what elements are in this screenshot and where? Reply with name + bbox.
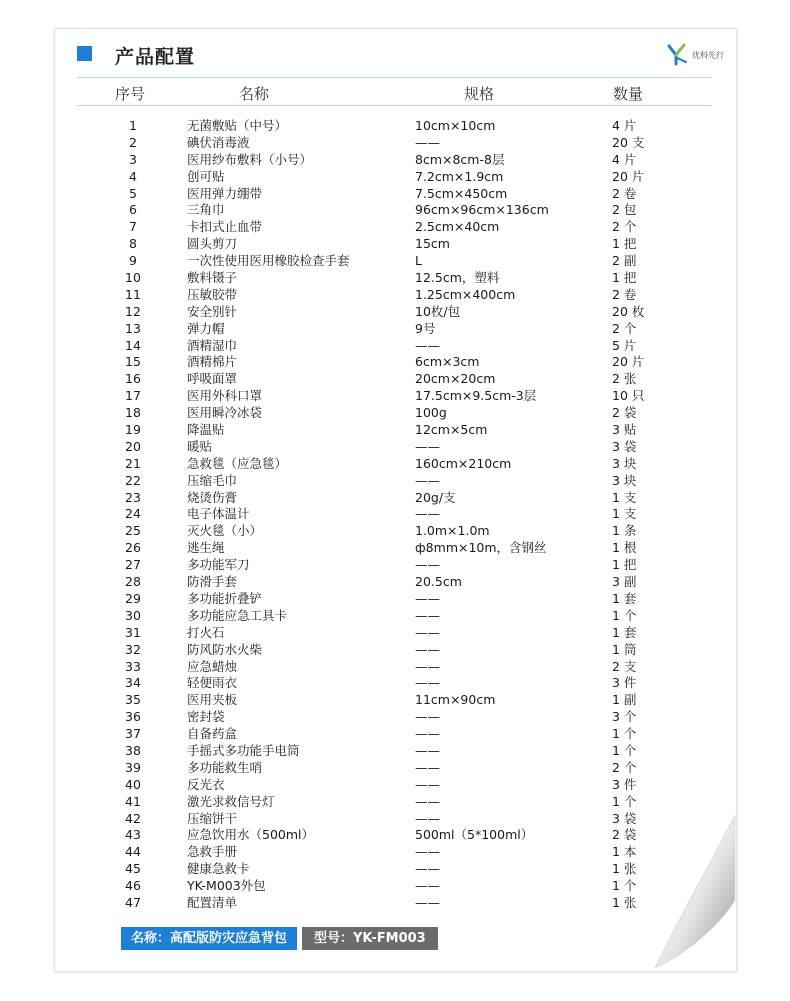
- table-row: [55, 169, 736, 186]
- brand-logo: [667, 43, 724, 67]
- item-spec: 2.5cm×40cm: [415, 219, 500, 235]
- row-number: 46: [125, 878, 141, 894]
- header: [55, 29, 736, 79]
- row-number: 19: [125, 422, 141, 438]
- item-qty: 1 个: [612, 793, 637, 809]
- row-number: 39: [125, 759, 141, 775]
- table-row: [55, 709, 736, 726]
- item-spec: ——: [415, 759, 440, 775]
- item-name: 安全别针: [187, 303, 238, 319]
- row-number: 12: [125, 303, 141, 319]
- item-spec: 11cm×90cm: [415, 692, 496, 708]
- row-number: 17: [125, 388, 141, 404]
- item-name: 打火石: [187, 624, 225, 640]
- item-spec: 7.5cm×450cm: [415, 185, 508, 201]
- table-row: [55, 118, 736, 135]
- table-row: [55, 895, 736, 912]
- table-row: [55, 473, 736, 490]
- row-number: 1: [129, 118, 137, 133]
- item-qty: 10 只: [612, 388, 645, 404]
- item-spec: 8cm×8cm-8层: [415, 151, 505, 167]
- item-qty: 3 件: [612, 675, 637, 691]
- table-row: [55, 523, 736, 540]
- table-row: [55, 692, 736, 709]
- item-spec: 10枚/包: [415, 303, 461, 319]
- row-number: 32: [125, 641, 141, 657]
- config-table: [55, 118, 736, 912]
- item-spec: 100g: [415, 405, 447, 421]
- item-spec: 12cm×5cm: [415, 422, 488, 438]
- item-name: 配置清单: [187, 894, 238, 910]
- row-number: 24: [125, 506, 141, 522]
- item-spec: ——: [415, 337, 440, 353]
- table-row: [55, 456, 736, 473]
- item-name: 圆头剪刀: [187, 236, 238, 252]
- item-spec: 7.2cm×1.9cm: [415, 168, 504, 184]
- column-header-divider: [77, 105, 711, 106]
- item-spec: 20.5cm: [415, 574, 462, 590]
- item-name: 轻便雨衣: [187, 675, 238, 691]
- product-name-badge: 名称：高配版防灾应急背包: [121, 927, 297, 950]
- table-row: [55, 625, 736, 642]
- item-spec: ——: [415, 844, 440, 860]
- item-name: 密封袋: [187, 709, 225, 725]
- row-number: 34: [125, 675, 141, 691]
- row-number: 2: [129, 134, 137, 150]
- item-name: 酒精棉片: [187, 354, 238, 370]
- item-name: 呼吸面罩: [187, 371, 238, 387]
- row-number: 27: [125, 557, 141, 573]
- item-name: 一次性使用医用橡胶检查手套: [187, 253, 350, 269]
- item-spec: ——: [415, 641, 440, 657]
- table-row: [55, 354, 736, 371]
- item-qty: 3 袋: [612, 810, 637, 826]
- item-spec: ——: [415, 861, 440, 877]
- item-spec: L: [415, 253, 422, 269]
- item-qty: 1 副: [612, 692, 637, 708]
- item-name: 急救毯（应急毯）: [187, 455, 288, 471]
- table-row: [55, 439, 736, 456]
- table-row: [55, 861, 736, 878]
- model-badge: 型号：YK-FM003: [302, 927, 438, 950]
- item-spec: ——: [415, 878, 440, 894]
- item-name: 压敏胶带: [187, 286, 238, 302]
- row-number: 36: [125, 709, 141, 725]
- row-number: 31: [125, 624, 141, 640]
- table-row: [55, 574, 736, 591]
- table-row: [55, 135, 736, 152]
- item-qty: 2 卷: [612, 185, 637, 201]
- item-name: 灭火毯（小）: [187, 523, 263, 539]
- table-row: [55, 794, 736, 811]
- table-row: [55, 557, 736, 574]
- item-qty: 2 袋: [612, 405, 637, 421]
- item-name: 多功能折叠铲: [187, 590, 263, 606]
- item-spec: ——: [415, 742, 440, 758]
- item-qty: 2 卷: [612, 286, 637, 302]
- item-name: 电子体温计: [187, 506, 250, 522]
- row-number: 30: [125, 607, 141, 623]
- item-name: 急救手册: [187, 844, 238, 860]
- row-number: 9: [129, 253, 137, 269]
- column-header-name: 名称: [239, 85, 270, 103]
- product-config-sheet: [54, 28, 737, 972]
- item-qty: 4 片: [612, 118, 637, 133]
- item-qty: 2 个: [612, 320, 637, 336]
- item-spec: ——: [415, 557, 440, 573]
- item-spec: 6cm×3cm: [415, 354, 480, 370]
- column-header-no: 序号: [115, 85, 146, 103]
- item-spec: 12.5cm，塑料: [415, 270, 500, 286]
- item-name: 医用外科口罩: [187, 388, 263, 404]
- item-spec: ф8mm×10m，含钢丝: [415, 540, 547, 556]
- table-row: [55, 422, 736, 439]
- item-qty: 1 支: [612, 489, 637, 505]
- item-spec: 20g/支: [415, 489, 456, 505]
- row-number: 13: [125, 320, 141, 336]
- row-number: 37: [125, 726, 141, 742]
- item-name: 卡扣式止血带: [187, 219, 263, 235]
- row-number: 8: [129, 236, 137, 252]
- item-qty: 1 张: [612, 861, 637, 877]
- item-name: 酒精湿巾: [187, 337, 238, 353]
- table-row: [55, 321, 736, 338]
- item-qty: 2 支: [612, 658, 637, 674]
- item-spec: ——: [415, 134, 440, 150]
- item-spec: ——: [415, 894, 440, 910]
- table-row: [55, 811, 736, 828]
- table-row: [55, 338, 736, 355]
- item-name: 激光求救信号灯: [187, 793, 275, 809]
- item-name: 降温贴: [187, 422, 225, 438]
- table-row: [55, 642, 736, 659]
- row-number: 3: [129, 151, 137, 167]
- item-name: 反光衣: [187, 776, 225, 792]
- yk-logo-icon: [667, 43, 689, 67]
- table-row: [55, 878, 736, 895]
- item-qty: 1 把: [612, 557, 637, 573]
- item-spec: ——: [415, 607, 440, 623]
- item-qty: 2 张: [612, 371, 637, 387]
- item-name: 医用纱布敷料（小号）: [187, 151, 313, 167]
- table-row: [55, 608, 736, 625]
- item-qty: 2 包: [612, 202, 637, 218]
- item-name: 多功能救生哨: [187, 759, 263, 775]
- row-number: 40: [125, 776, 141, 792]
- item-spec: 10cm×10cm: [415, 118, 496, 133]
- item-spec: ——: [415, 658, 440, 674]
- row-number: 18: [125, 405, 141, 421]
- row-number: 11: [125, 286, 141, 302]
- row-number: 42: [125, 810, 141, 826]
- item-qty: 4 片: [612, 151, 637, 167]
- item-spec: 15cm: [415, 236, 450, 252]
- item-spec: 17.5cm×9.5cm-3层: [415, 388, 537, 404]
- item-spec: ——: [415, 776, 440, 792]
- item-qty: 1 个: [612, 726, 637, 742]
- item-spec: 9号: [415, 320, 436, 336]
- item-qty: 1 个: [612, 742, 637, 758]
- item-qty: 1 个: [612, 607, 637, 623]
- table-row: [55, 202, 736, 219]
- item-qty: 3 贴: [612, 422, 637, 438]
- item-spec: ——: [415, 793, 440, 809]
- page-title: 产品配置: [115, 46, 196, 68]
- table-row: [55, 675, 736, 692]
- item-spec: ——: [415, 472, 440, 488]
- header-divider: [77, 77, 711, 78]
- row-number: 16: [125, 371, 141, 387]
- item-qty: 1 套: [612, 624, 637, 640]
- row-number: 35: [125, 692, 141, 708]
- item-spec: ——: [415, 675, 440, 691]
- row-number: 14: [125, 337, 141, 353]
- item-name: 健康急救卡: [187, 861, 250, 877]
- item-name: 敷料镊子: [187, 270, 238, 286]
- item-name: 碘伏消毒液: [187, 134, 250, 150]
- table-row: [55, 659, 736, 676]
- table-row: [55, 371, 736, 388]
- row-number: 6: [129, 202, 137, 218]
- item-qty: 3 件: [612, 776, 637, 792]
- item-spec: ——: [415, 624, 440, 640]
- item-name: 无菌敷贴（中号）: [187, 118, 288, 133]
- item-name: 防滑手套: [187, 574, 238, 590]
- item-name: 三角巾: [187, 202, 225, 218]
- item-spec: ——: [415, 438, 440, 454]
- title-marker: [77, 46, 92, 61]
- column-header-spec: 规格: [464, 85, 495, 103]
- row-number: 10: [125, 270, 141, 286]
- item-spec: ——: [415, 709, 440, 725]
- item-qty: 1 把: [612, 270, 637, 286]
- item-name: 多功能军刀: [187, 557, 250, 573]
- item-qty: 1 条: [612, 523, 637, 539]
- row-number: 4: [129, 168, 137, 184]
- row-number: 44: [125, 844, 141, 860]
- table-row: [55, 743, 736, 760]
- item-qty: 2 袋: [612, 827, 637, 843]
- item-name: 手摇式多功能手电筒: [187, 742, 300, 758]
- row-number: 29: [125, 590, 141, 606]
- item-spec: ——: [415, 810, 440, 826]
- table-row: [55, 388, 736, 405]
- item-spec: 160cm×210cm: [415, 455, 512, 471]
- item-name: 医用瞬冷冰袋: [187, 405, 263, 421]
- item-name: 烧烫伤膏: [187, 489, 238, 505]
- item-name: 应急蜡烛: [187, 658, 238, 674]
- item-qty: 1 本: [612, 844, 637, 860]
- item-name: 压缩饼干: [187, 810, 238, 826]
- item-name: 多功能应急工具卡: [187, 607, 288, 623]
- item-qty: 20 片: [612, 168, 645, 184]
- item-spec: 1.0m×1.0m: [415, 523, 490, 539]
- item-spec: 96cm×96cm×136cm: [415, 202, 549, 218]
- row-number: 33: [125, 658, 141, 674]
- item-qty: 3 个: [612, 709, 637, 725]
- row-number: 28: [125, 574, 141, 590]
- table-row: [55, 405, 736, 422]
- row-number: 5: [129, 185, 137, 201]
- logo-text: 优科先行: [692, 50, 724, 60]
- table-row: [55, 287, 736, 304]
- item-qty: 1 支: [612, 506, 637, 522]
- footer: [121, 927, 438, 950]
- row-number: 45: [125, 861, 141, 877]
- row-number: 7: [129, 219, 137, 235]
- table-row: [55, 236, 736, 253]
- item-qty: 1 套: [612, 590, 637, 606]
- table-row: [55, 304, 736, 321]
- table-row: [55, 270, 736, 287]
- item-qty: 2 个: [612, 219, 637, 235]
- row-number: 15: [125, 354, 141, 370]
- item-name: YK-M003外包: [187, 878, 266, 894]
- table-row: [55, 490, 736, 507]
- table-row: [55, 253, 736, 270]
- item-spec: 20cm×20cm: [415, 371, 496, 387]
- page-curl: [640, 805, 740, 975]
- item-name: 医用夹板: [187, 692, 238, 708]
- table-row: [55, 777, 736, 794]
- item-qty: 3 副: [612, 574, 637, 590]
- item-qty: 2 个: [612, 759, 637, 775]
- table-row: [55, 186, 736, 203]
- table-row: [55, 219, 736, 236]
- row-number: 25: [125, 523, 141, 539]
- item-name: 弹力帽: [187, 320, 225, 336]
- item-name: 压缩毛巾: [187, 472, 238, 488]
- row-number: 41: [125, 793, 141, 809]
- item-qty: 2 副: [612, 253, 637, 269]
- table-row: [55, 591, 736, 608]
- item-qty: 20 支: [612, 134, 645, 150]
- row-number: 38: [125, 742, 141, 758]
- table-row: [55, 152, 736, 169]
- row-number: 26: [125, 540, 141, 556]
- item-spec: 1.25cm×400cm: [415, 286, 516, 302]
- item-qty: 20 枚: [612, 303, 645, 319]
- column-header-qty: 数量: [613, 85, 644, 103]
- item-qty: 3 块: [612, 472, 637, 488]
- table-row: [55, 726, 736, 743]
- item-spec: 500ml（5*100ml）: [415, 827, 534, 843]
- row-number: 23: [125, 489, 141, 505]
- item-name: 应急饮用水（500ml）: [187, 827, 315, 843]
- item-name: 暖贴: [187, 438, 213, 454]
- item-qty: 1 个: [612, 878, 637, 894]
- row-number: 43: [125, 827, 141, 843]
- item-qty: 20 片: [612, 354, 645, 370]
- table-row: [55, 760, 736, 777]
- item-qty: 3 袋: [612, 438, 637, 454]
- table-row: [55, 844, 736, 861]
- row-number: 47: [125, 894, 141, 910]
- item-name: 防风防水火柴: [187, 641, 263, 657]
- item-spec: ——: [415, 726, 440, 742]
- item-spec: ——: [415, 590, 440, 606]
- item-qty: 3 块: [612, 455, 637, 471]
- table-row: [55, 540, 736, 557]
- item-qty: 1 张: [612, 894, 637, 910]
- item-name: 逃生绳: [187, 540, 225, 556]
- item-qty: 1 把: [612, 236, 637, 252]
- item-name: 自备药盒: [187, 726, 238, 742]
- table-row: [55, 506, 736, 523]
- item-qty: 1 根: [612, 540, 637, 556]
- row-number: 22: [125, 472, 141, 488]
- row-number: 20: [125, 438, 141, 454]
- item-qty: 1 筒: [612, 641, 637, 657]
- item-name: 医用弹力绷带: [187, 185, 263, 201]
- row-number: 21: [125, 455, 141, 471]
- item-spec: ——: [415, 506, 440, 522]
- item-qty: 5 片: [612, 337, 637, 353]
- table-row: [55, 827, 736, 844]
- item-name: 创可贴: [187, 168, 225, 184]
